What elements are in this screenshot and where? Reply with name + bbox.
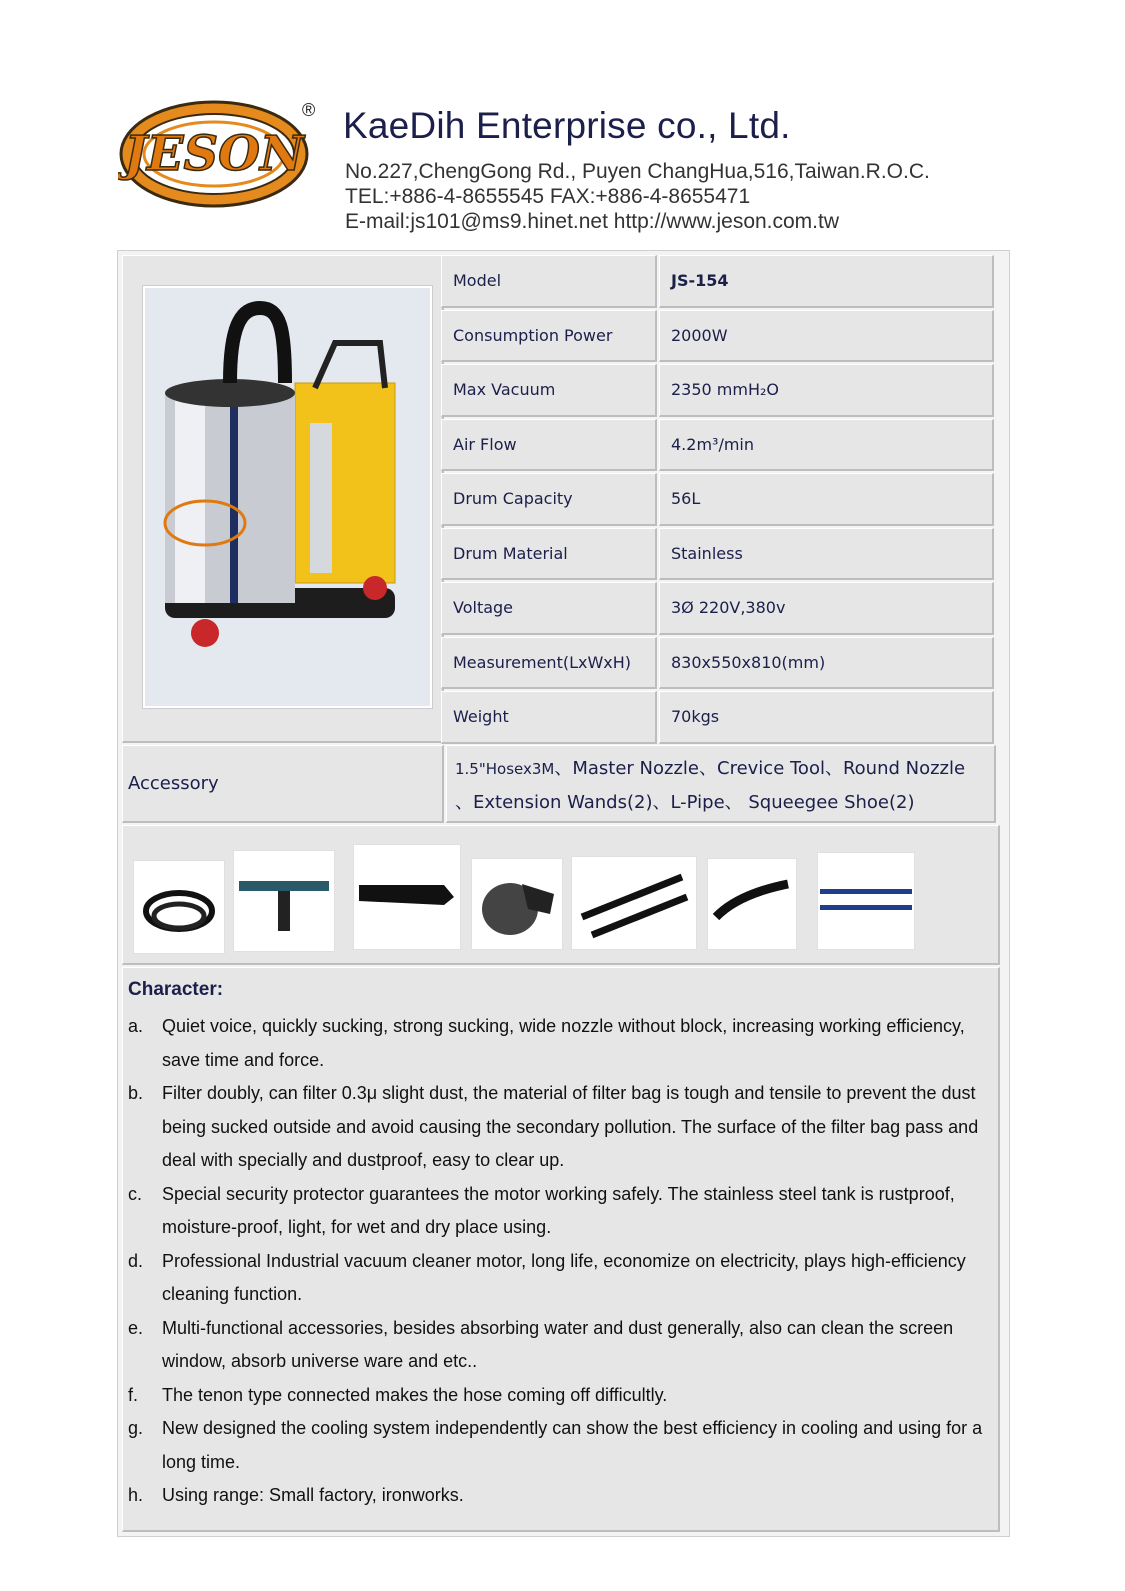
character-item-text: Multi-functional accessories, besides absorbing water and dust generally, also can clean the screen window, absorb universe ware and etc..	[162, 1317, 954, 1371]
squeegee-shoe-icon	[817, 852, 915, 950]
character-item	[128, 1312, 998, 1379]
character-item-marker: e.	[128, 1317, 144, 1338]
accessory-label: Accessory	[122, 745, 444, 823]
company-contact: E-mail:js101@ms9.hinet.net http://www.jeson.com.tw	[345, 210, 840, 233]
spec-sheet	[117, 250, 1010, 1537]
character-item	[128, 1178, 998, 1245]
character-item-text: Professional Industrial vacuum cleaner motor, long life, economize on electricity, plays high-efficiency cleaning function.	[162, 1250, 966, 1304]
jeson-logo	[118, 98, 310, 210]
spec-value: Stainless	[659, 528, 994, 581]
spec-value: 2000W	[659, 310, 994, 363]
logo-lettering: JESON	[124, 126, 304, 182]
spec-value: 70kgs	[659, 691, 994, 744]
character-item-text: Quiet voice, quickly sucking, strong sucking, wide nozzle without block, increasing working efficiency, save time and force.	[162, 1016, 965, 1070]
character-item-marker: b.	[128, 1083, 144, 1103]
spec-value: 3Ø 220V,380v	[659, 582, 994, 635]
character-item	[128, 1479, 998, 1513]
company-address: No.227,ChengGong Rd., Puyen ChangHua,516,Taiwan.R.O.C.	[345, 160, 930, 183]
character-item	[128, 1077, 998, 1178]
character-item-marker: d.	[128, 1250, 144, 1271]
character-item-text: Using range: Small factory, ironworks.	[162, 1485, 464, 1505]
spec-label: Measurement(LxWxH)	[441, 637, 657, 690]
hose-icon	[133, 860, 225, 954]
accessory-images	[122, 825, 1000, 965]
spec-label: Drum Capacity	[441, 473, 657, 526]
character-item-marker: c.	[128, 1183, 143, 1204]
spec-value: 4.2m³/min	[659, 419, 994, 472]
master-nozzle-icon	[233, 850, 335, 952]
character-item-marker: g.	[128, 1418, 144, 1438]
spec-label: Voltage	[441, 582, 657, 635]
spec-label: Air Flow	[441, 419, 657, 472]
spec-value: 2350 mmH₂O	[659, 364, 994, 417]
character-item-text: The tenon type connected makes the hose coming off difficultly.	[162, 1384, 668, 1405]
extension-wands-icon	[571, 856, 697, 950]
company-phone-fax: TEL:+886-4-8655545 FAX:+886-4-8655471	[345, 185, 751, 208]
spec-value: JS-154	[659, 255, 994, 308]
character-section	[122, 967, 1000, 1532]
vacuum-cleaner-image	[143, 286, 432, 708]
accessory-line-1-text: 、Master Nozzle、Crevice Tool、Round Nozzle	[554, 758, 966, 779]
company-name: KaeDih Enterprise co., Ltd.	[343, 105, 791, 146]
spec-value: 56L	[659, 473, 994, 526]
l-pipe-icon	[707, 858, 797, 950]
character-item	[128, 1412, 998, 1479]
crevice-tool-icon	[353, 844, 461, 950]
accessory-line-1	[455, 752, 986, 786]
spec-label: Drum Material	[441, 528, 657, 581]
character-item	[128, 1245, 998, 1312]
registered-mark: ®	[302, 100, 316, 120]
character-item	[128, 1010, 998, 1077]
spec-label: Model	[441, 255, 657, 308]
hose-spec: 1.5"Hosex3M	[455, 760, 555, 778]
accessory-list	[446, 745, 996, 823]
character-item-text: Special security protector guarantees the motor working safely. The stainless steel tank is rustproof, moisture-proof, light, for wet and dry place using.	[162, 1183, 955, 1237]
product-photo-cell	[122, 255, 444, 743]
spec-value: 830x550x810(mm)	[659, 637, 994, 690]
character-title: Character:	[128, 979, 224, 1000]
spec-label: Max Vacuum	[441, 364, 657, 417]
character-item-marker: a.	[128, 1016, 144, 1036]
character-item-marker: f.	[128, 1384, 139, 1405]
character-item-marker: h.	[128, 1485, 144, 1505]
round-nozzle-icon	[471, 858, 563, 950]
character-item-text: Filter doubly, can filter 0.3μ slight dust, the material of filter bag is tough and tensile to prevent the dust being sucked outside and avoid causing the secondary pollution. The surface of the filter bag pass and deal with specially and dustproof, easy to clear up.	[162, 1083, 979, 1170]
accessory-line-2: 、Extension Wands(2)、L-Pipe、 Squeegee Shoe(2)	[455, 792, 915, 813]
character-item-text: New designed the cooling system independently can show the best efficiency in cooling and using for a long time.	[162, 1418, 983, 1472]
character-list	[128, 1010, 998, 1513]
spec-label: Consumption Power	[441, 310, 657, 363]
character-item	[128, 1379, 998, 1413]
spec-label: Weight	[441, 691, 657, 744]
